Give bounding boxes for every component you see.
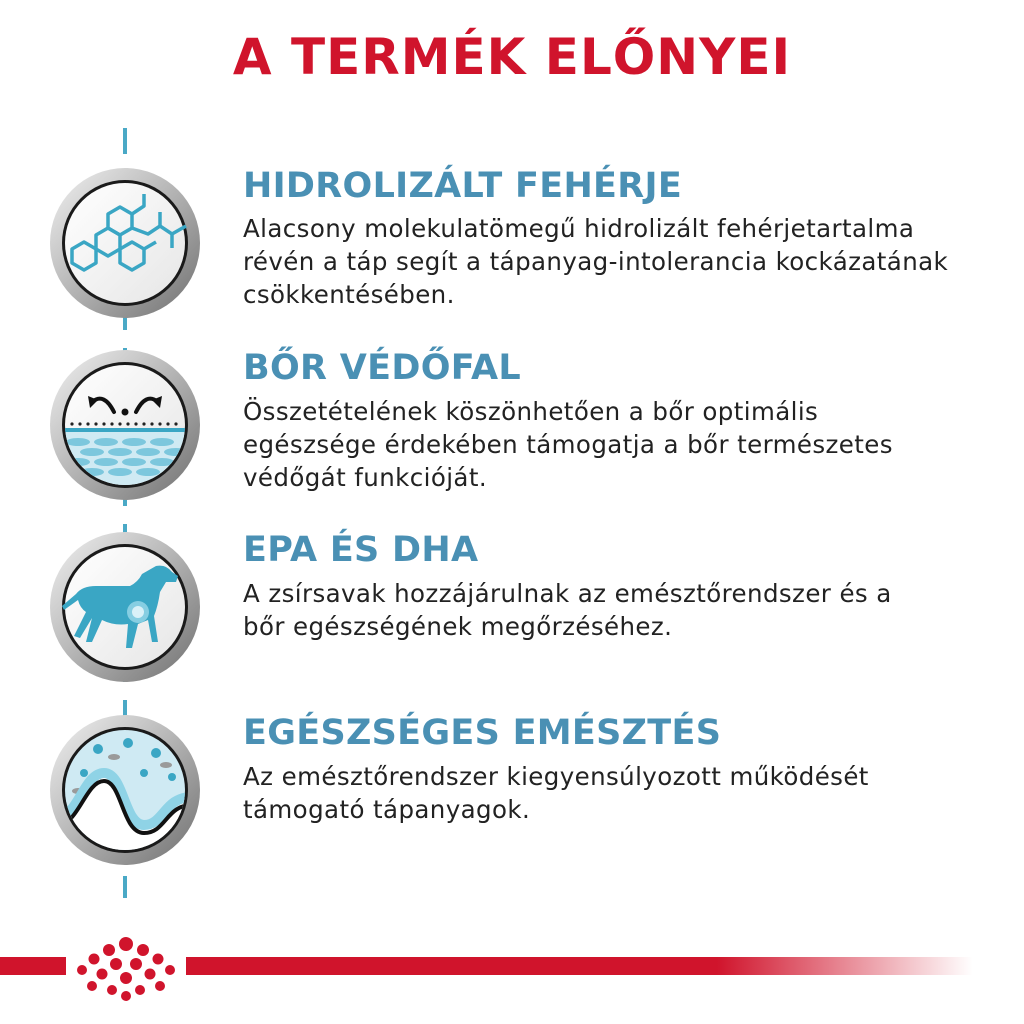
molecule-icon <box>48 166 202 320</box>
benefit-heading: HIDROLIZÁLT FEHÉRJE <box>243 166 683 206</box>
skin-barrier-icon <box>48 348 202 502</box>
description-line: Alacsony molekulatömegű hidrolizált fehérjetartalma <box>243 214 915 243</box>
benefit-heading: EPA ÉS DHA <box>243 530 479 570</box>
benefit-description <box>243 395 1003 494</box>
description-line: révén a táp segít a tápanyag-intolerancia kockázatának <box>243 247 949 276</box>
description-line: csökkentésében. <box>243 280 455 309</box>
description-line: védőgát funkcióját. <box>243 463 488 492</box>
dog-icon <box>48 530 202 684</box>
description-line: egészsége érdekében támogatja a bőr természetes <box>243 430 893 459</box>
description-line: Összetételének köszönhetően a bőr optimális <box>243 397 819 426</box>
benefit-heading: EGÉSZSÉGES EMÉSZTÉS <box>243 713 722 753</box>
digestion-icon <box>48 713 202 867</box>
description-line: Az emésztőrendszer kiegyensúlyozott működését <box>243 762 869 791</box>
benefit-heading: BŐR VÉDŐFAL <box>243 348 521 388</box>
benefit-description <box>243 760 1003 826</box>
description-line: támogató tápanyagok. <box>243 795 531 824</box>
benefit-description <box>243 577 1003 643</box>
crown-logo-icon <box>66 932 186 1004</box>
description-line: bőr egészségének megőrzéséhez. <box>243 612 673 641</box>
page-title: A TERMÉK ELŐNYEI <box>232 28 792 86</box>
benefit-description <box>243 212 1003 311</box>
description-line: A zsírsavak hozzájárulnak az emésztőrendszer és a <box>243 579 892 608</box>
